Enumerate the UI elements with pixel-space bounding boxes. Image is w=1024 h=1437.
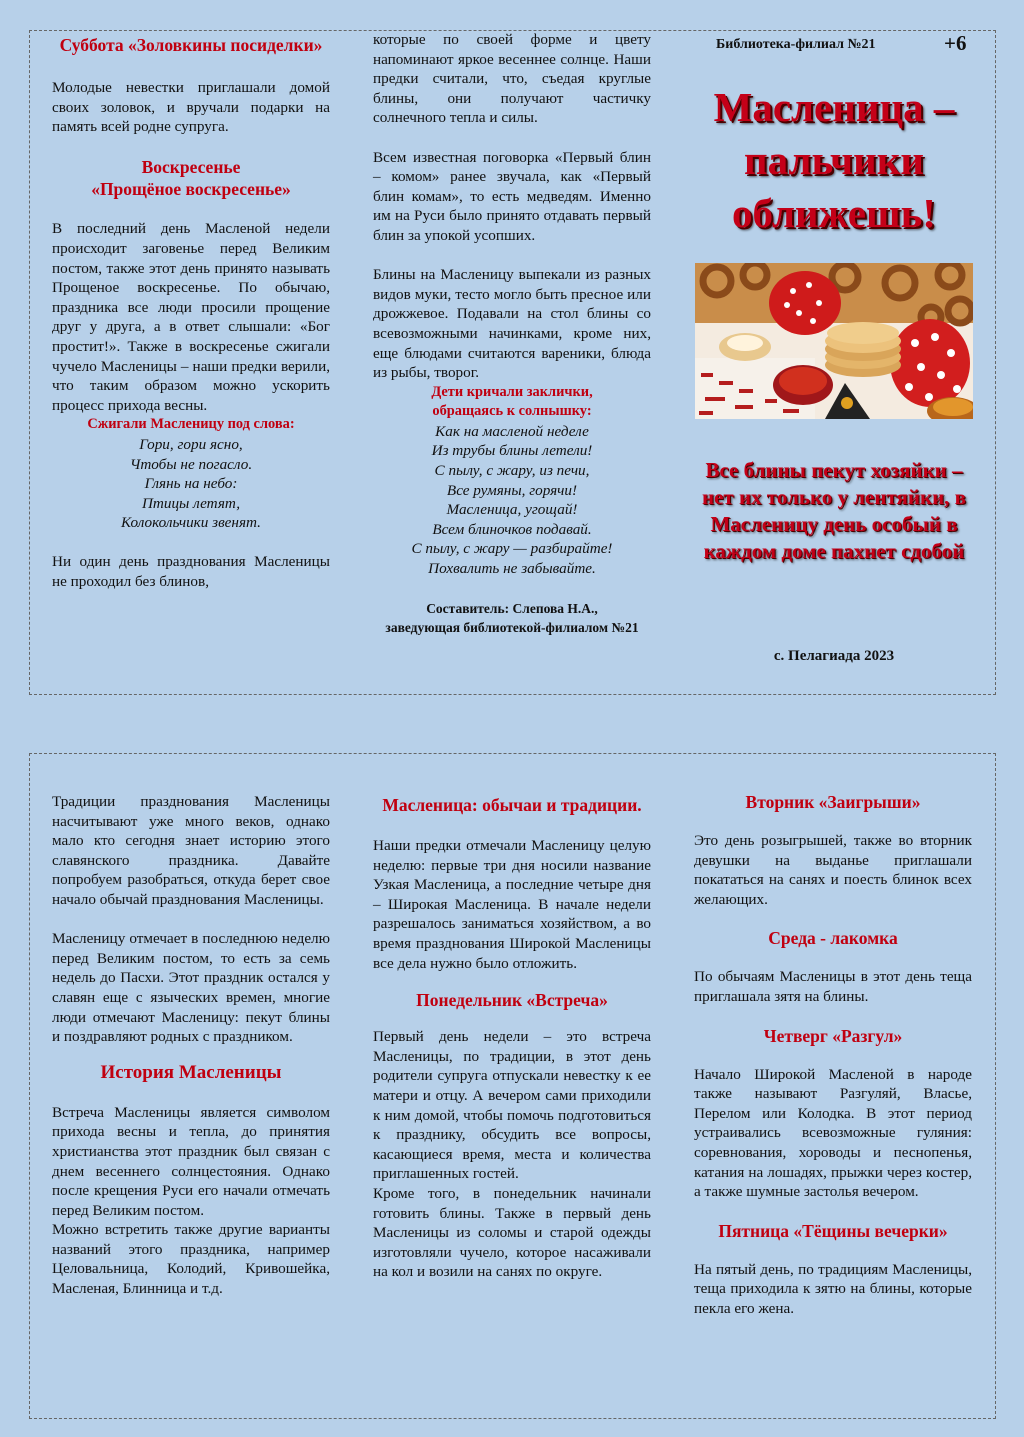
thursday-heading: Четверг «Разгул»: [763, 1025, 903, 1046]
sunday-text: В последний день Масленой недели происходит заговенье перед Великим постом, также этот день принято называть Прощеное воскресенье. По обычаю, праздника все люди просили прощение друг у друга, а в ответ слышали: «Бог простит!». Также в воскресенье сжигали чучело Масленицы – наши предки верили, что таким образом можно ускорить процесс прихода весны.: [52, 220, 330, 414]
monday-text-2: Кроме того, в понедельник начинали готовить блины. Также в первый день Масленицы из соломы и старой одежды изготовляли чучело, которое насаживали на кол и возили на санях по округе.: [373, 1184, 651, 1281]
poem-line: Гори, гори ясно,: [139, 435, 243, 453]
poem-line: Всем блиночков подавай.: [432, 520, 592, 538]
pancakes-photo: [695, 263, 973, 419]
main-title: [694, 81, 974, 240]
wednesday-text: По обычаям Масленицы в этот день теща приглашала зятя на блины.: [694, 968, 972, 1005]
poem-line: С пылу, с жару — разбирайте!: [411, 540, 613, 558]
place-year: с. Пелагиада 2023: [773, 648, 895, 664]
monday-heading: Понедельник «Встреча»: [416, 990, 608, 1011]
bottom-panel: [29, 753, 996, 1419]
customs-text: Наши предки отмечали Масленицу целую неделю: первые три дня носили название Узкая Масленица, а последние четыре дня – Широкая Масленица. В начале недели разрешалось заниматься хозяйством, а во время празднования Широкой Масленицы все дела нужно было отложить.: [373, 837, 651, 972]
friday-heading: Пятница «Тёщины вечерки»: [718, 1220, 948, 1241]
burn-poem: [52, 435, 330, 533]
pancakes-illustration: [695, 263, 973, 419]
title-line: Масленица –: [713, 84, 955, 130]
poem-line: Похвалить не забывайте.: [428, 560, 596, 578]
slogan: [694, 457, 974, 565]
top-left-column: [52, 34, 330, 592]
week-text: Масленицу отмечает в последнюю неделю перед Великим постом, то есть за семь недель до Пасхи. Этот праздник остался у славян еще с языческих времен, многие люди отмечают Масленицу: пекут блины и поздравляют родных с праздником.: [52, 930, 330, 1046]
tuesday-text: Это день розыгрышей, также во вторник девушки на выданье приглашали покататься на санях и поесть блинок всех желающих.: [694, 832, 972, 908]
slogan-line: Все блины пекут хозяйки –: [705, 458, 963, 482]
credit-line-1: Составитель: Слепова Н.А.,: [426, 600, 598, 616]
top-right-column: [694, 31, 974, 691]
library-name: Библиотека-филиал №21: [716, 37, 876, 52]
poem-line: С пылу, с жару, из печи,: [434, 462, 590, 480]
saturday-text: Молодые невестки приглашали домой своих золовок, и вручали подарки на память всей родне супруга.: [52, 79, 330, 136]
history-text: Встреча Масленицы является символом прихода весны и тепла, до принятия христианства этот праздник был связан с днем весеннего солнцестояния. Однако после крещения Руси его начали отмечать перед Великим постом.: [52, 1103, 330, 1219]
poem-line: Чтобы не погасло.: [129, 455, 253, 473]
poem-line: Все румяны, горячи!: [446, 481, 578, 499]
bottom-left-column: [52, 792, 330, 1299]
slogan-line: каждом доме пахнет сдобой: [703, 539, 965, 563]
poem-line: Из трубы блины летели!: [431, 442, 593, 460]
top-middle-column: [373, 30, 651, 637]
bottom-right-column: [694, 791, 972, 1319]
history-heading: История Масленицы: [100, 1061, 282, 1083]
sunday-heading-line-2: «Прощёное воскресенье»: [91, 179, 291, 200]
poem-line: Масленица, угощай!: [446, 501, 578, 519]
chant-heading-line-2: обращаясь к солнышку:: [432, 403, 592, 420]
credit-line-2: заведующая библиотекой-филиалом №21: [385, 619, 639, 635]
thursday-text: Начало Широкой Масленой в народе также называют Разгуляй, Власье, Перелом или Колодка. В этот период устраивались всевозможные гуляния: соревнования, хороводы и песнопенья, катания на лошадях, прыжки через костер, а также шумные застолья вечером.: [694, 1065, 972, 1201]
poem-line: Глянь на небо:: [144, 475, 238, 493]
customs-heading: Масленица: обычаи и традиции.: [382, 795, 642, 815]
slogan-line: нет их только у лентяйки, в: [701, 485, 967, 509]
burn-heading: Сжигали Масленицу под слова:: [87, 416, 295, 433]
continued-text: которые по своей форме и цвету напоминают яркое весеннее солнце. Наши предки считали, что, съедая круглые блины, они получают частичку солнечного тепла и силы.: [373, 31, 651, 127]
monday-text: Первый день недели – это встреча Масленицы, по традиции, в этот день родители супруга отпускали невестку к ее матери и отцу. А вечером сами приходили к ним домой, чтобы помочь подготовиться к празднику, обсудить все вопросы, касающиеся время, места и количества приглашенных гостей.: [373, 1028, 651, 1183]
sunday-heading-line-1: Воскресенье: [141, 157, 241, 178]
poem-line: Как на масленой неделе: [435, 422, 589, 440]
age-rating: +6: [944, 31, 967, 55]
friday-text: На пятый день, по традициям Масленицы, теща приходила к зятю на блины, которые пекла его жена.: [694, 1260, 972, 1317]
saturday-heading: Суббота «Золовкины посиделки»: [59, 35, 323, 55]
chant-poem: [373, 422, 651, 579]
closing-text: Ни один день празднования Масленицы не проходил без блинов,: [52, 553, 330, 591]
poem-line: Колокольчики звенят.: [121, 514, 261, 532]
flour-text: Блины на Масленицу выпекали из разных видов муки, тесто могло быть пресное или дрожжевое. Подавали на стол блины со всевозможными начинками, кроме них, еще блюдами считаются вареники, блюда из рыбы, творог.: [373, 266, 651, 382]
slogan-line: Масленицу день особый в: [710, 512, 958, 536]
title-line: оближешь!: [732, 190, 936, 236]
proverb-text: Всем известная поговорка «Первый блин – комом» ранее звучала, как «Первый блин комам», то есть медведям. Именно им на Руси было принято отдавать первый блин за упокой усопших.: [373, 148, 651, 244]
top-panel: [29, 30, 996, 695]
poem-line: Птицы летят,: [141, 494, 241, 512]
names-text: Можно встретить также другие варианты названий этого праздника, например Целовальница, Колодий, Кривошейка, Масленая, Блинница и т.д.: [52, 1221, 330, 1298]
title-line: пальчики: [743, 137, 925, 183]
intro-text: Традиции празднования Масленицы насчитывают уже много веков, однако мало кто сегодня знает историю этого славянского праздника. Давайте попробуем разобраться, откуда берет свое начало обычай празднования Масленицы.: [52, 793, 330, 908]
wednesday-heading: Среда - лакомка: [768, 928, 898, 949]
bottom-middle-column: [373, 794, 651, 1282]
tuesday-heading: Вторник «Заигрыши»: [745, 792, 921, 812]
chant-heading-line-1: Дети кричали заклички,: [431, 383, 593, 400]
